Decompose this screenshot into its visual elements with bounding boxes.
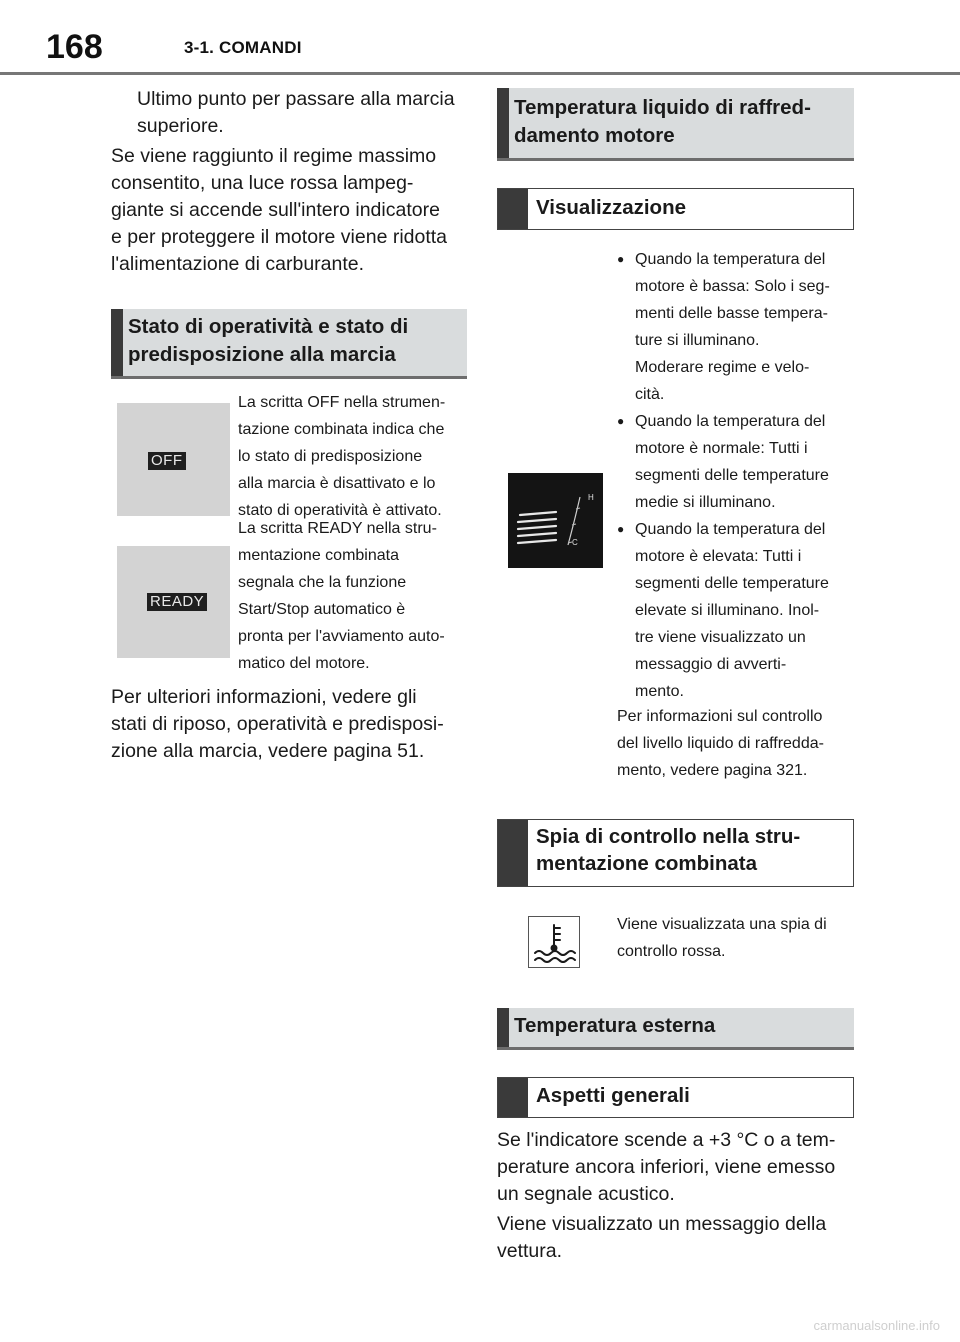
heading-bar [497, 88, 509, 158]
list-item: ● Quando la temperatura del motore è elevata: Tutti i segmenti delle temperature elevate si illuminano. Inol- tre viene visualizzato un messaggio di avverti- mento. [617, 516, 867, 705]
coolant-warning-icon [528, 916, 580, 968]
ready-label: READY [147, 593, 207, 611]
gauge-graphic [508, 473, 603, 568]
gauge-hot-label: H [588, 493, 594, 502]
list-item: ● Quando la temperatura del motore è normale: Tutti i segmenti delle temperature medie si illuminano. [617, 408, 867, 516]
section-heading-operativity: Stato di operatività e stato di predisposizione alla marcia [111, 309, 467, 379]
intro-paragraph: Ultimo punto per passare alla marcia superiore. [137, 88, 455, 137]
further-info-paragraph: Per ulteriori informazioni, vedere gli stati di riposo, operatività e predisposi- zione alla marcia, vedere pagina 51. [111, 686, 444, 762]
ready-display-image [117, 546, 230, 658]
bullet-list [617, 246, 867, 705]
bullet-dot-icon: ● [617, 252, 625, 266]
section-heading-coolant: Temperatura liquido di raffred- damento motore [497, 88, 854, 161]
coolant-note: Per informazioni sul controllo del livello liquido di raffredda- mento, vedere pagina 321. [617, 708, 824, 779]
subheading-bar [498, 1078, 528, 1117]
off-display-image [117, 403, 230, 516]
gauge-segments [518, 512, 556, 543]
bullet-dot-icon: ● [617, 522, 625, 536]
heading-bar [497, 1008, 509, 1047]
warning-description: Viene visualizzata una spia di controllo rossa. [617, 916, 827, 960]
external-temp-paragraph: Se l'indicatore scende a +3 °C o a tem- perature ancora inferiori, viene emesso un segnale acustico. [497, 1129, 836, 1205]
watermark: carmanualsonline.info [813, 1318, 940, 1333]
page-number: 168 [46, 28, 103, 66]
subheading-bar [498, 820, 528, 886]
section-heading-external-temp: Temperatura esterna [497, 1008, 854, 1050]
vehicle-message-paragraph: Viene visualizzato un messaggio della vettura. [497, 1213, 827, 1262]
subheading-warning-light: Spia di controllo nella stru- mentazione combinata [497, 819, 854, 887]
subheading-display: Visualizzazione [497, 188, 854, 230]
heading-bar [111, 309, 123, 376]
off-description: La scritta OFF nella strumen- tazione combinata indica che lo stato di predisposizione alla marcia è disattivato e lo stato di operatività è attivato. [238, 394, 446, 519]
subheading-bar [498, 189, 528, 229]
bullet-dot-icon: ● [617, 414, 625, 428]
coolant-gauge-image [508, 473, 603, 568]
header-rule [0, 72, 960, 75]
subheading-general-aspects: Aspetti generali [497, 1077, 854, 1118]
chapter-title: 3-1. COMANDI [184, 38, 302, 57]
gauge-cold-label: C [572, 538, 578, 547]
list-item: ● Quando la temperatura del motore è bassa: Solo i seg- menti delle basse tempera- ture si illuminano. Moderare regime e velo- cità. [617, 246, 867, 408]
off-label: OFF [148, 452, 186, 470]
ready-description: La scritta READY nella stru- mentazione combinata segnala che la funzione Start/Stop automatico è pronta per l'avviamento auto- matico del motore. [238, 520, 445, 672]
max-rpm-paragraph: Se viene raggiunto il regime massimo consentito, una luce rossa lampeg- giante si accende sull'intero indicatore e per proteggere il motore viene ridotta l'alimentazione di carburante. [111, 145, 448, 275]
